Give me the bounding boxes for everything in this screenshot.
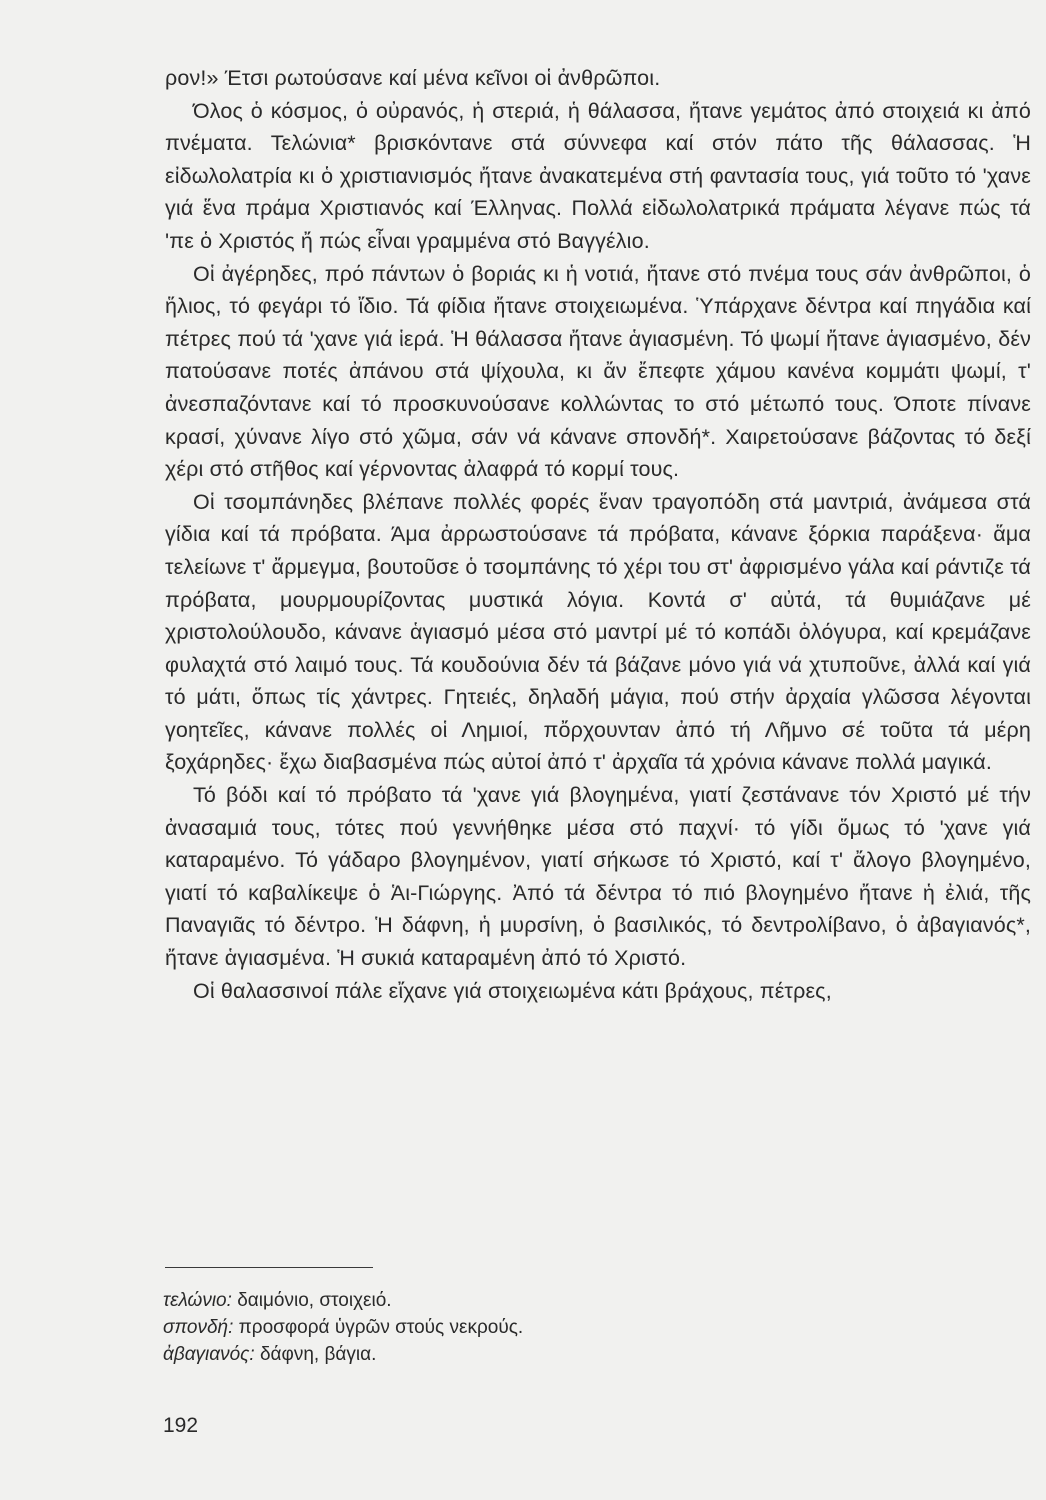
body-text (165, 62, 1031, 1007)
paragraph: Όλος ὁ κόσμος, ὁ οὐρανός, ἡ στεριά, ἡ θάλασσα, ἤτανε γεμάτος ἀπό στοιχειά κι ἀπό πνέματα. Τελώνια* βρισκόντανε στά σύννεφα καί στόν πάτο τῆς θάλασσας. Ἡ εἰδωλολατρία κι ὁ χριστιανισμός ἤτανε ἀνακατεμένα στή φαντασία τους, γιά τοῦτο τό 'χανε γιά ἕνα πράμα Χριστιανός καί Έλληνας. Πολλά εἰδωλολατρικά πράματα λέγανε πώς τά 'πε ὁ Χριστός ἤ πώς εἶναι γραμμένα στό Βαγγέλιο. (165, 98, 1031, 253)
paragraph: Οἱ τσομπάνηδες βλέπανε πολλές φορές ἕναν τραγοπόδη στά μαντριά, ἀνάμεσα στά γίδια καί τά πρόβατα. Άμα ἀρρωστούσανε τά πρόβατα, κάνανε ξόρκια παράξενα· ἅμα τελείωνε τ' ἄρμεγμα, βουτοῦσε ὁ τσομπάνης τό χέρι του στ' ἀφρισμένο γάλα καί ράντιζε τά πρόβατα, μουρμουρίζοντας μυστικά λόγια. Κοντά σ' αὐτά, τά θυμιάζανε μέ χριστολούλουδο, κάνανε ἁγιασμό μέσα στό μαντρί μέ τό κοπάδι ὁλόγυρα, καί κρεμάζανε φυλαχτά στό λαιμό τους. Τά κουδούνια δέν τά βάζανε μόνο γιά νά χτυποῦνε, ἀλλά καί γιά τό μάτι, ὅπως τίς χάντρες. Γητειές, δηλαδή μάγια, πού στήν ἀρχαία γλῶσσα λέγονται γοητεῖες, κάνανε πολλές οἱ Λημιοί, πὄρχουνταν ἀπό τή Λῆμνο σέ τοῦτα τά μέρη ξοχάρηδες· ἔχω διαβασμένα πώς αὐτοί ἀπό τ' ἀρχαῖα τά χρόνια κάνανε πολλά μαγικά. (165, 489, 1031, 775)
footnote-term: σπονδή: (163, 1317, 234, 1338)
footnote-term: ἀβαγιανός: (163, 1344, 255, 1365)
footnote (163, 1341, 863, 1368)
footnote (163, 1314, 863, 1341)
footnote-term: τελώνιο: (163, 1290, 232, 1311)
paragraph-continuation: ρον!» Έτσι ρωτούσανε καί μένα κεῖνοι οἱ ἀνθρῶποι. (165, 66, 661, 90)
footnote (163, 1287, 863, 1314)
footnote-definition: προσφορά ὑγρῶν στούς νεκρούς. (238, 1317, 524, 1338)
paragraph: Τό βόδι καί τό πρόβατο τά 'χανε γιά βλογημένα, γιατί ζεστάνανε τόν Χριστό μέ τήν ἀνασαμιά τους, τότες πού γεννήθηκε μέσα στό παχνί· τό γίδι ὅμως τό 'χανε γιά καταραμένο. Τό γάδαρο βλογημένον, γιατί σήκωσε τό Χριστό, καί τ' ἄλογο βλογημένο, γιατί τό καβαλίκεψε ὁ Ἁι-Γιώργης. Ἀπό τά δέντρα τό πιό βλογημένο ἤτανε ἡ ἐλιά, τῆς Παναγιᾶς τό δέντρο. Ἡ δάφνη, ἡ μυρσίνη, ὁ βασιλικός, τό δεντρολίβανο, ὁ ἀβαγιανός*, ἤτανε ἁγιασμένα. Ἡ συκιά καταραμένη ἀπό τό Χριστό. (165, 783, 1031, 971)
paragraph: Οἱ ἀγέρηδες, πρό πάντων ὁ βοριάς κι ἡ νοτιά, ἤτανε στό πνέμα τους σάν ἀνθρῶποι, ὁ ἥλιος, τό φεγάρι τό ἴδιο. Τά φίδια ἤτανε στοιχειωμένα. Ὑπάρχανε δέντρα καί πηγάδια καί πέτρες πού τά 'χανε γιά ἱερά. Ἡ θάλασσα ἤτανε ἁγιασμένη. Τό ψωμί ἤτανε ἁγιασμένο, δέν πατούσανε ποτές ἀπάνου στά ψίχουλα, κι ἄν ἔπεφτε χάμου κανένα κομμάτι ψωμί, τ' ἀνεσπαζόντανε καί τό προσκυνούσανε κολλώντας το στό μέτωπό τους. Όποτε πίνανε κρασί, χύνανε λίγο στό χῶμα, σάν νά κάνανε σπονδή*. Χαιρετούσανε βάζοντας τό δεξί χέρι στό στῆθος καί γέρνοντας ἀλαφρά τό κορμί τους. (165, 261, 1031, 482)
footnote-definition: δάφνη, βάγια. (259, 1344, 377, 1365)
footnote-divider (165, 1267, 373, 1268)
paragraph: Οἱ θαλασσινοί πάλε εἴχανε γιά στοιχειωμένα κάτι βράχους, πέτρες, (193, 978, 832, 1003)
page-number: 192 (163, 1414, 199, 1437)
footnote-definition: δαιμόνιο, στοιχειό. (237, 1290, 392, 1311)
footnotes (163, 1287, 863, 1368)
